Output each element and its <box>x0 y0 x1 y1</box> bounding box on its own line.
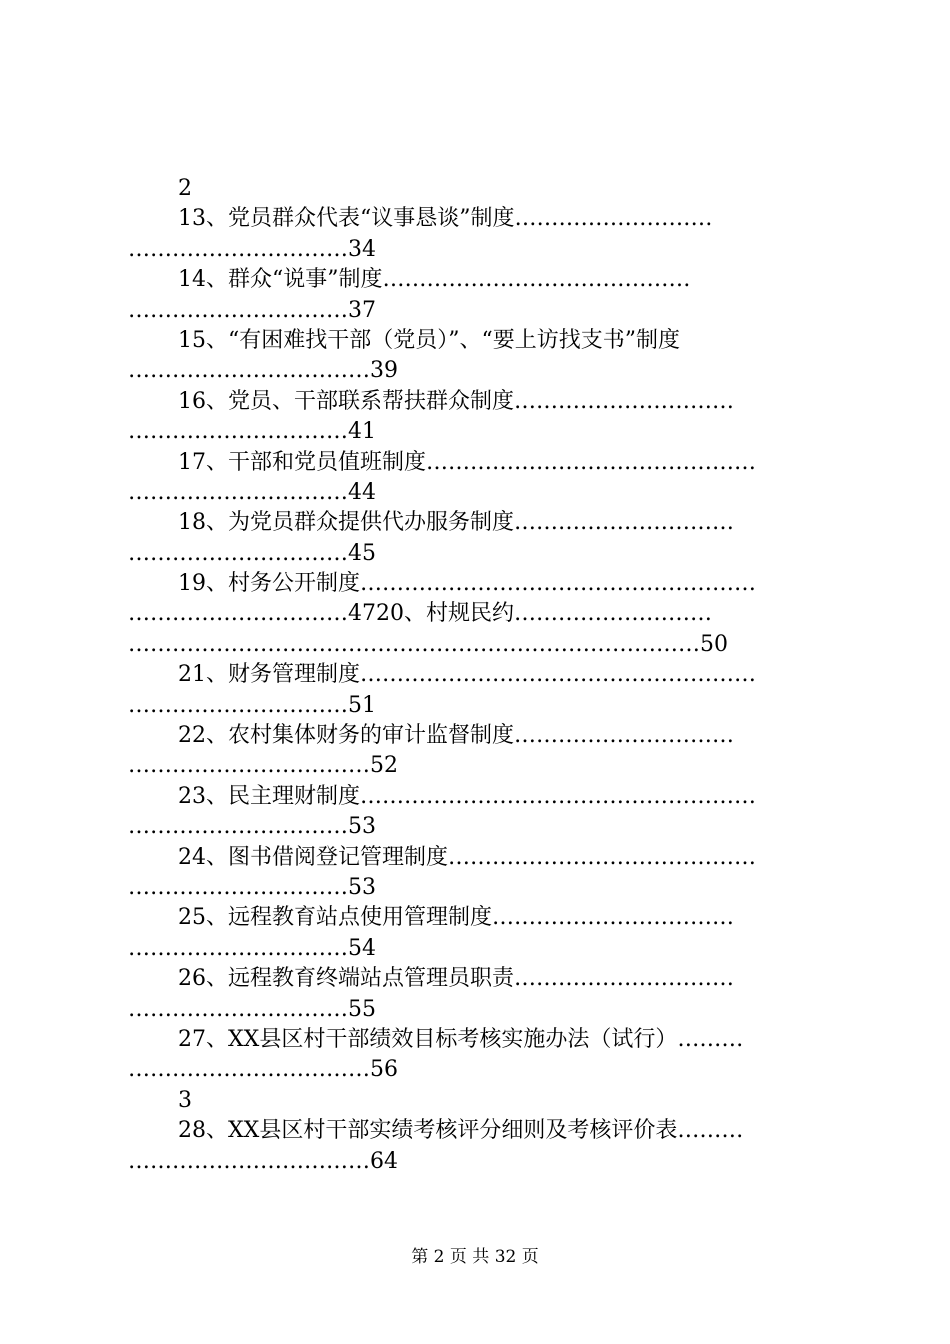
toc-entry-19: 19、村务公开制度……………………………………………… <box>178 571 756 597</box>
toc-page-ref: ……………………………………………………………………50 <box>128 631 728 657</box>
toc-entry-16: 16、党员、干部联系帮扶群众制度………………………… <box>178 388 734 414</box>
toc-entry-22: 22、农村集体财务的审计监督制度………………………… <box>178 723 734 749</box>
toc-page-ref: ……………………………52 <box>128 753 398 779</box>
toc-entry-26: 26、远程教育终端站点管理员职责………………………… <box>178 966 734 992</box>
toc-line: 2 <box>178 176 192 201</box>
toc-entry-28: 28、XX县区村干部实绩考核评分细则及考核评价表……… <box>178 1118 744 1144</box>
toc-page-ref: …………………………53 <box>128 874 376 900</box>
toc-entry-25: 25、远程教育站点使用管理制度…………………………… <box>178 905 734 931</box>
toc-page-ref: …………………………34 <box>128 236 376 262</box>
page-footer: 第 2 页 共 32 页 <box>411 1247 539 1267</box>
toc-entry-13: 13、党员群众代表“议事恳谈”制度……………………… <box>178 206 713 232</box>
toc-page-ref: …………………………51 <box>128 692 376 718</box>
toc-entry-23: 23、民主理财制度……………………………………………… <box>178 783 756 809</box>
toc-line: 3 <box>178 1087 192 1113</box>
toc-page-ref: ……………………………56 <box>128 1057 398 1083</box>
toc-page-ref: ……………………………64 <box>128 1148 398 1174</box>
toc-page-ref: …………………………41 <box>128 419 376 445</box>
toc-entry-21: 21、财务管理制度……………………………………………… <box>178 662 756 688</box>
toc-page-ref: …………………………37 <box>128 297 376 323</box>
toc-page-ref: …………………………45 <box>128 540 376 566</box>
toc-entry-15: 15、“有困难找干部（党员）”、“要上访找支书”制度 <box>178 327 680 353</box>
toc-entry-18: 18、为党员群众提供代办服务制度………………………… <box>178 510 734 536</box>
toc-page-ref: …………………………55 <box>128 996 376 1022</box>
toc-entry-14: 14、群众“说事”制度…………………………………… <box>178 267 691 293</box>
table-of-contents <box>128 174 832 1177</box>
toc-entry-17: 17、干部和党员值班制度……………………………………… <box>178 449 756 475</box>
toc-entry-27: 27、XX县区村干部绩效目标考核实施办法（试行）……… <box>178 1026 744 1052</box>
toc-page-ref: …………………………53 <box>128 814 376 840</box>
toc-entry-24: 24、图书借阅登记管理制度…………………………………… <box>178 844 756 870</box>
toc-entry-20: …………………………4720、村规民约……………………… <box>128 601 712 627</box>
toc-page-ref: ……………………………39 <box>128 358 398 384</box>
toc-page-ref: …………………………54 <box>128 935 376 961</box>
toc-page-ref: …………………………44 <box>128 479 376 505</box>
